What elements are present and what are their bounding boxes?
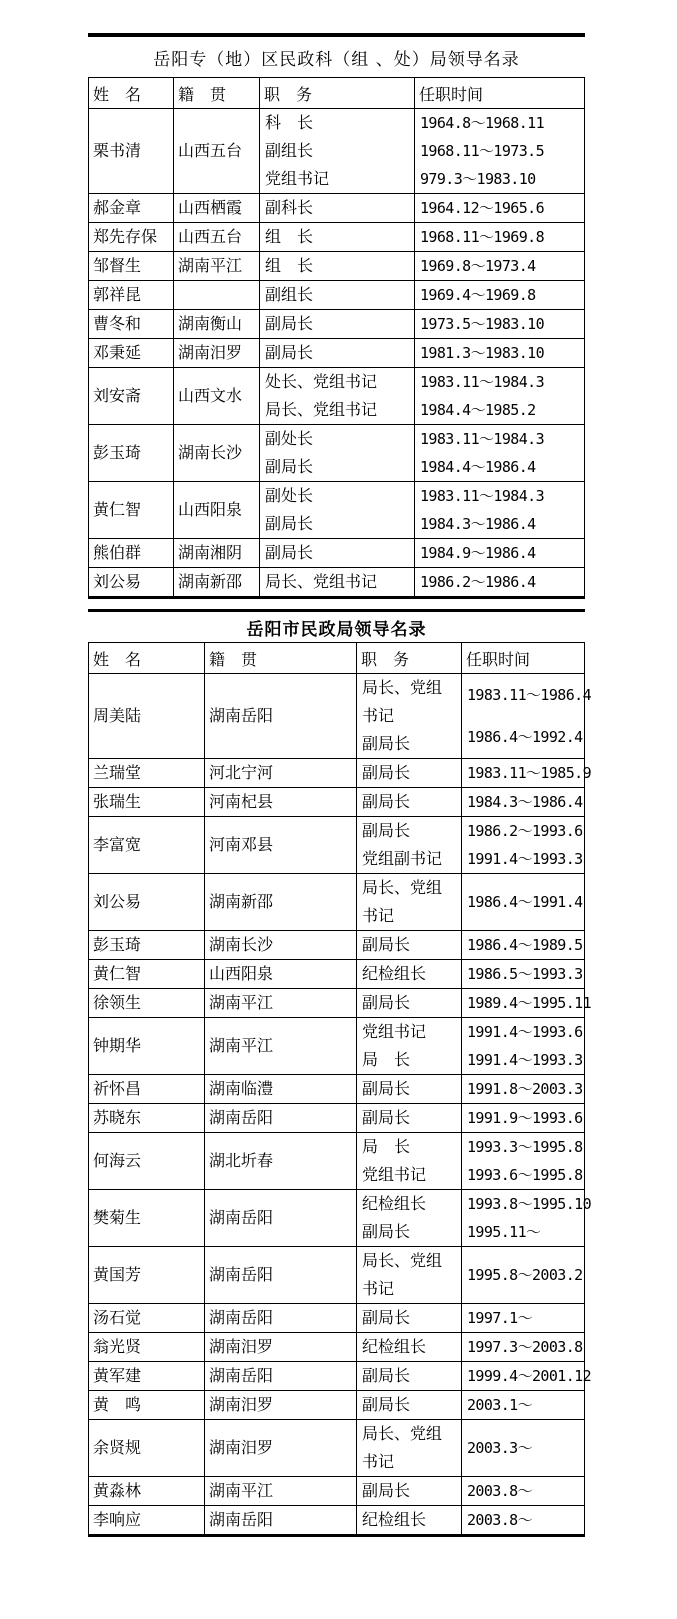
tenure-cell bbox=[461, 1018, 589, 1074]
position-text: 副局长 bbox=[362, 993, 411, 1012]
position-text: 局长、党组书记 bbox=[265, 400, 378, 419]
tenure-text: 1991.9～1993.6 bbox=[467, 1109, 583, 1127]
position-text: 局长、党组书记 bbox=[362, 878, 443, 925]
name-cell: 刘安斋 bbox=[93, 386, 142, 405]
position-cell bbox=[356, 874, 461, 930]
position-text: 副处长 bbox=[265, 429, 314, 448]
table-row bbox=[89, 1390, 584, 1419]
column-header: 姓 名 bbox=[93, 649, 142, 669]
tenure-cell bbox=[461, 1304, 584, 1332]
position-cell bbox=[356, 1075, 461, 1103]
tenure-text: 1989.4～1995.11 bbox=[467, 994, 592, 1012]
position-text: 局 长 bbox=[362, 1137, 411, 1156]
native-place-cell: 湖南长沙 bbox=[173, 425, 259, 481]
table-row bbox=[89, 1476, 584, 1505]
position-cell bbox=[356, 1018, 461, 1074]
table-row bbox=[89, 1505, 584, 1534]
tenure-text: 1981.3～1983.10 bbox=[420, 344, 545, 362]
tenure-cell bbox=[461, 1104, 589, 1132]
position-cell bbox=[356, 1420, 461, 1476]
native-place-cell: 湖南临澧 bbox=[204, 1075, 356, 1103]
position-cell bbox=[356, 1362, 461, 1390]
position-cell bbox=[356, 674, 461, 758]
tenure-text: 2003.3～ bbox=[467, 1439, 532, 1457]
table-row bbox=[89, 108, 584, 193]
table-row bbox=[89, 873, 584, 930]
position-cell bbox=[356, 788, 461, 816]
table-row bbox=[89, 538, 584, 567]
table-row bbox=[89, 280, 584, 309]
tenure-cell bbox=[461, 1477, 584, 1505]
name-cell: 刘公易 bbox=[93, 892, 142, 911]
native-place-cell: 湖南平江 bbox=[204, 1018, 356, 1074]
name-cell: 邓秉延 bbox=[93, 343, 142, 362]
name-cell: 彭玉琦 bbox=[93, 443, 142, 462]
table-row bbox=[89, 424, 584, 481]
name-cell: 熊伯群 bbox=[93, 543, 142, 562]
native-place-cell: 湖南岳阳 bbox=[204, 1506, 356, 1534]
position-cell bbox=[259, 194, 414, 222]
tenure-text: 1986.5～1993.3 bbox=[467, 965, 583, 983]
position-cell bbox=[356, 931, 461, 959]
native-place-cell: 河北宁河 bbox=[204, 759, 356, 787]
position-cell bbox=[259, 109, 414, 193]
position-cell bbox=[356, 1190, 461, 1246]
tenure-text: 1984.4～1985.2 bbox=[420, 401, 536, 419]
tenure-text: 1993.8～1995.10 bbox=[467, 1195, 592, 1213]
position-text: 局长、党组书记 bbox=[362, 678, 443, 725]
position-text: 副局长 bbox=[362, 792, 411, 811]
native-place-cell: 湖南岳阳 bbox=[204, 674, 356, 758]
tenure-text: 1995.11～ bbox=[467, 1223, 541, 1241]
name-cell: 黄国芳 bbox=[93, 1265, 142, 1284]
position-text: 副局长 bbox=[362, 734, 411, 753]
tenure-text: 1983.11～1986.4 bbox=[467, 686, 592, 704]
name-cell: 翁光贤 bbox=[93, 1337, 142, 1356]
city-bureau-leaders-table bbox=[88, 642, 592, 1537]
position-text: 纪检组长 bbox=[362, 1337, 427, 1356]
position-cell bbox=[356, 989, 461, 1017]
tenure-text: 1984.3～1986.4 bbox=[467, 793, 583, 811]
table-row bbox=[89, 758, 592, 787]
column-header: 籍 贯 bbox=[173, 78, 259, 108]
tenure-text: 1993.3～1995.8 bbox=[467, 1138, 583, 1156]
table-row bbox=[89, 1303, 584, 1332]
table-row bbox=[89, 1419, 584, 1476]
position-text: 纪检组长 bbox=[362, 964, 427, 983]
table1-title: 岳阳专（地）区民政科（组 、处）局领导名录 bbox=[153, 49, 520, 70]
native-place-cell: 湖南岳阳 bbox=[204, 1362, 356, 1390]
tenure-text: 1968.11～1969.8 bbox=[420, 228, 545, 246]
tenure-text: 2003.8～ bbox=[467, 1511, 532, 1529]
tenure-text: 1984.9～1986.4 bbox=[420, 544, 536, 562]
table-row bbox=[89, 1132, 584, 1189]
table-row bbox=[89, 959, 584, 988]
position-cell bbox=[356, 1104, 461, 1132]
native-place-cell: 湖南湘阴 bbox=[173, 539, 259, 567]
tenure-text: 1991.4～1993.3 bbox=[467, 850, 583, 868]
native-place-cell: 湖南岳阳 bbox=[204, 1104, 356, 1132]
native-place-cell: 湖南汨罗 bbox=[204, 1420, 356, 1476]
tenure-cell bbox=[414, 109, 584, 193]
native-place-cell: 湖南汨罗 bbox=[204, 1333, 356, 1361]
name-cell: 李响应 bbox=[93, 1510, 142, 1529]
name-cell: 黄淼林 bbox=[93, 1481, 142, 1500]
position-cell bbox=[356, 817, 461, 873]
position-text: 副科长 bbox=[265, 198, 314, 217]
native-place-cell: 山西文水 bbox=[173, 368, 259, 424]
document-page bbox=[88, 33, 592, 1537]
position-text: 副局长 bbox=[265, 514, 314, 533]
position-text: 处长、党组书记 bbox=[265, 372, 378, 391]
position-cell bbox=[259, 425, 414, 481]
tenure-cell bbox=[461, 1075, 589, 1103]
name-cell: 黄 鸣 bbox=[93, 1395, 142, 1414]
table-row bbox=[89, 1246, 584, 1303]
tenure-cell bbox=[461, 1133, 589, 1189]
position-text: 副局长 bbox=[362, 935, 411, 954]
tenure-cell bbox=[414, 425, 584, 481]
position-text: 副局长 bbox=[362, 1222, 411, 1241]
name-cell: 何海云 bbox=[93, 1151, 142, 1170]
tenure-cell bbox=[414, 252, 584, 280]
native-place-cell: 山西阳泉 bbox=[173, 482, 259, 538]
position-cell bbox=[259, 568, 414, 596]
position-text: 纪检组长 bbox=[362, 1194, 427, 1213]
name-cell: 郝金章 bbox=[93, 198, 142, 217]
position-text: 副局长 bbox=[362, 1366, 411, 1385]
tenure-cell bbox=[461, 1506, 584, 1534]
tenure-text: 1984.3～1986.4 bbox=[420, 515, 536, 533]
table-row bbox=[89, 1074, 584, 1103]
tenure-cell bbox=[414, 539, 584, 567]
tenure-text: 1997.1～ bbox=[467, 1309, 532, 1327]
native-place-cell: 湖南平江 bbox=[204, 1477, 356, 1505]
column-header: 职 务 bbox=[356, 643, 461, 673]
position-text: 副局长 bbox=[362, 821, 411, 840]
table-row bbox=[89, 1361, 592, 1390]
tenure-text: 1995.8～2003.2 bbox=[467, 1266, 583, 1284]
name-cell: 彭玉琦 bbox=[93, 935, 142, 954]
tenure-text: 1983.11～1985.9 bbox=[467, 764, 592, 782]
table-row bbox=[89, 1017, 584, 1074]
native-place-cell: 湖北圻春 bbox=[204, 1133, 356, 1189]
table-row bbox=[89, 481, 584, 538]
table-row bbox=[89, 193, 584, 222]
position-text: 副局长 bbox=[362, 1108, 411, 1127]
name-cell: 樊菊生 bbox=[93, 1208, 142, 1227]
position-text: 副局长 bbox=[362, 1308, 411, 1327]
position-text: 副局长 bbox=[362, 1481, 411, 1500]
tenure-text: 1984.4～1986.4 bbox=[420, 458, 536, 476]
column-header: 职 务 bbox=[259, 78, 414, 108]
position-text: 副组长 bbox=[265, 285, 314, 304]
tenure-cell bbox=[414, 310, 584, 338]
name-cell: 黄仁智 bbox=[93, 500, 142, 519]
tenure-cell bbox=[414, 223, 584, 251]
position-text: 组 长 bbox=[265, 227, 314, 246]
native-place-cell: 湖南岳阳 bbox=[204, 1304, 356, 1332]
native-place-cell: 湖南岳阳 bbox=[204, 1190, 356, 1246]
position-cell bbox=[259, 310, 414, 338]
name-cell: 栗书清 bbox=[93, 141, 142, 160]
position-text: 党组书记 bbox=[265, 169, 330, 188]
position-text: 局长、党组书记 bbox=[265, 572, 378, 591]
position-cell bbox=[356, 1477, 461, 1505]
tenure-text: 1991.4～1993.6 bbox=[467, 1023, 583, 1041]
native-place-cell bbox=[173, 281, 259, 309]
native-place-cell: 湖南长沙 bbox=[204, 931, 356, 959]
name-cell: 徐领生 bbox=[93, 993, 142, 1012]
position-cell bbox=[356, 1506, 461, 1534]
tenure-text: 2003.8～ bbox=[467, 1482, 532, 1500]
position-text: 副局长 bbox=[265, 543, 314, 562]
table-row bbox=[89, 251, 584, 280]
name-cell: 李富宽 bbox=[93, 835, 142, 854]
tenure-text: 1973.5～1983.10 bbox=[420, 315, 545, 333]
tenure-text: 1993.6～1995.8 bbox=[467, 1166, 583, 1184]
position-cell bbox=[259, 339, 414, 367]
tenure-text: 1964.8～1968.11 bbox=[420, 114, 545, 132]
name-cell: 曹冬和 bbox=[93, 314, 142, 333]
tenure-text: 1999.4～2001.12 bbox=[467, 1367, 592, 1385]
header-row bbox=[89, 78, 584, 108]
position-text: 副局长 bbox=[362, 1395, 411, 1414]
position-text: 副处长 bbox=[265, 486, 314, 505]
name-cell: 刘公易 bbox=[93, 572, 142, 591]
table-row bbox=[89, 673, 592, 758]
table-row bbox=[89, 309, 584, 338]
name-cell: 祈怀昌 bbox=[93, 1079, 142, 1098]
tenure-text: 2003.1～ bbox=[467, 1396, 532, 1414]
position-cell bbox=[356, 1304, 461, 1332]
position-text: 副局长 bbox=[265, 314, 314, 333]
table2-title: 岳阳市民政局领导名录 bbox=[246, 619, 427, 640]
table-row bbox=[89, 338, 584, 367]
tenure-text: 1997.3～2003.8 bbox=[467, 1338, 583, 1356]
tenure-cell bbox=[414, 194, 584, 222]
position-cell bbox=[259, 482, 414, 538]
tenure-text: 1986.4～1991.4 bbox=[467, 893, 583, 911]
column-header: 姓 名 bbox=[93, 84, 142, 104]
table-row bbox=[89, 787, 584, 816]
tenure-cell bbox=[461, 1362, 597, 1390]
name-cell: 黄军建 bbox=[93, 1366, 142, 1385]
position-cell bbox=[259, 539, 414, 567]
name-cell: 邹督生 bbox=[93, 256, 142, 275]
name-cell: 苏晓东 bbox=[93, 1108, 142, 1127]
tenure-cell bbox=[461, 874, 589, 930]
name-cell: 张瑞生 bbox=[93, 792, 142, 811]
position-cell bbox=[259, 281, 414, 309]
position-text: 党组副书记 bbox=[362, 849, 443, 868]
tenure-cell bbox=[461, 1247, 589, 1303]
column-header: 任职时间 bbox=[414, 78, 584, 108]
native-place-cell: 湖南衡山 bbox=[173, 310, 259, 338]
tenure-text: 1991.8～2003.3 bbox=[467, 1080, 583, 1098]
name-cell: 黄仁智 bbox=[93, 964, 142, 983]
tenure-text: 1983.11～1984.3 bbox=[420, 430, 545, 448]
tenure-cell bbox=[461, 817, 589, 873]
position-text: 副局长 bbox=[265, 457, 314, 476]
name-cell: 郭祥昆 bbox=[93, 285, 142, 304]
native-place-cell: 湖南新邵 bbox=[173, 568, 259, 596]
tenure-text: 1968.11～1973.5 bbox=[420, 142, 545, 160]
native-place-cell: 湖南新邵 bbox=[204, 874, 356, 930]
position-cell bbox=[356, 1133, 461, 1189]
native-place-cell: 山西阳泉 bbox=[204, 960, 356, 988]
table-row bbox=[89, 988, 592, 1017]
position-text: 局长、党组书记 bbox=[362, 1424, 443, 1471]
name-cell: 汤石觉 bbox=[93, 1308, 142, 1327]
native-place-cell: 湖南岳阳 bbox=[204, 1247, 356, 1303]
position-cell bbox=[356, 960, 461, 988]
name-cell: 周美陆 bbox=[93, 706, 142, 725]
tenure-cell bbox=[414, 568, 584, 596]
table-row bbox=[89, 1332, 584, 1361]
position-text: 党组书记 bbox=[362, 1165, 427, 1184]
position-cell bbox=[356, 1247, 461, 1303]
prefecture-leaders-table bbox=[88, 77, 585, 599]
tenure-cell bbox=[414, 281, 584, 309]
column-header: 任职时间 bbox=[461, 643, 584, 673]
position-text: 副局长 bbox=[265, 343, 314, 362]
position-cell bbox=[259, 223, 414, 251]
position-text: 组 长 bbox=[265, 256, 314, 275]
tenure-cell bbox=[461, 759, 597, 787]
header-row bbox=[89, 643, 584, 673]
position-text: 副局长 bbox=[362, 763, 411, 782]
position-cell bbox=[356, 1391, 461, 1419]
table-row bbox=[89, 1103, 584, 1132]
tenure-text: 1986.2～1993.6 bbox=[467, 822, 583, 840]
tenure-text: 1983.11～1984.3 bbox=[420, 373, 545, 391]
position-cell bbox=[259, 252, 414, 280]
tenure-cell bbox=[461, 1333, 589, 1361]
table-row bbox=[89, 367, 584, 424]
tenure-cell bbox=[414, 368, 584, 424]
tenure-text: 1969.8～1973.4 bbox=[420, 257, 536, 275]
table-row bbox=[89, 1189, 592, 1246]
column-header: 籍 贯 bbox=[204, 643, 356, 673]
position-text: 局 长 bbox=[362, 1050, 411, 1069]
position-text: 纪检组长 bbox=[362, 1510, 427, 1529]
native-place-cell: 湖南汨罗 bbox=[173, 339, 259, 367]
tenure-cell bbox=[461, 674, 597, 758]
position-text: 党组书记 bbox=[362, 1022, 427, 1041]
tenure-cell bbox=[461, 1420, 584, 1476]
table-row bbox=[89, 222, 584, 251]
native-place-cell: 河南杞县 bbox=[204, 788, 356, 816]
table-row bbox=[89, 816, 584, 873]
tenure-text: 1986.2～1986.4 bbox=[420, 573, 536, 591]
tenure-text: 979.3～1983.10 bbox=[420, 170, 536, 188]
tenure-cell bbox=[461, 788, 589, 816]
tenure-cell bbox=[461, 1190, 597, 1246]
tenure-text: 1969.4～1969.8 bbox=[420, 286, 536, 304]
name-cell: 兰瑞堂 bbox=[93, 763, 142, 782]
table-row bbox=[89, 567, 584, 596]
tenure-text: 1986.4～1992.4 bbox=[467, 728, 583, 746]
name-cell: 钟期华 bbox=[93, 1036, 142, 1055]
tenure-cell bbox=[414, 339, 584, 367]
position-cell bbox=[259, 368, 414, 424]
name-cell: 余贤规 bbox=[93, 1438, 142, 1457]
tenure-text: 1983.11～1984.3 bbox=[420, 487, 545, 505]
tenure-text: 1991.4～1993.3 bbox=[467, 1051, 583, 1069]
tenure-cell bbox=[461, 989, 597, 1017]
tenure-cell bbox=[461, 931, 589, 959]
position-cell bbox=[356, 759, 461, 787]
native-place-cell: 山西五台 bbox=[173, 109, 259, 193]
tenure-cell bbox=[414, 482, 584, 538]
native-place-cell: 山西栖霞 bbox=[173, 194, 259, 222]
native-place-cell: 湖南汨罗 bbox=[204, 1391, 356, 1419]
position-text: 局长、党组书记 bbox=[362, 1251, 443, 1298]
native-place-cell: 山西五台 bbox=[173, 223, 259, 251]
tenure-cell bbox=[461, 1391, 584, 1419]
position-text: 副组长 bbox=[265, 141, 314, 160]
table-row bbox=[89, 930, 584, 959]
native-place-cell: 湖南平江 bbox=[173, 252, 259, 280]
native-place-cell: 湖南平江 bbox=[204, 989, 356, 1017]
name-cell: 郑先存保 bbox=[93, 227, 158, 246]
position-cell bbox=[356, 1333, 461, 1361]
tenure-cell bbox=[461, 960, 589, 988]
tenure-text: 1964.12～1965.6 bbox=[420, 199, 545, 217]
position-text: 科 长 bbox=[265, 113, 314, 132]
native-place-cell: 河南邓县 bbox=[204, 817, 356, 873]
tenure-text: 1986.4～1989.5 bbox=[467, 936, 583, 954]
position-text: 副局长 bbox=[362, 1079, 411, 1098]
